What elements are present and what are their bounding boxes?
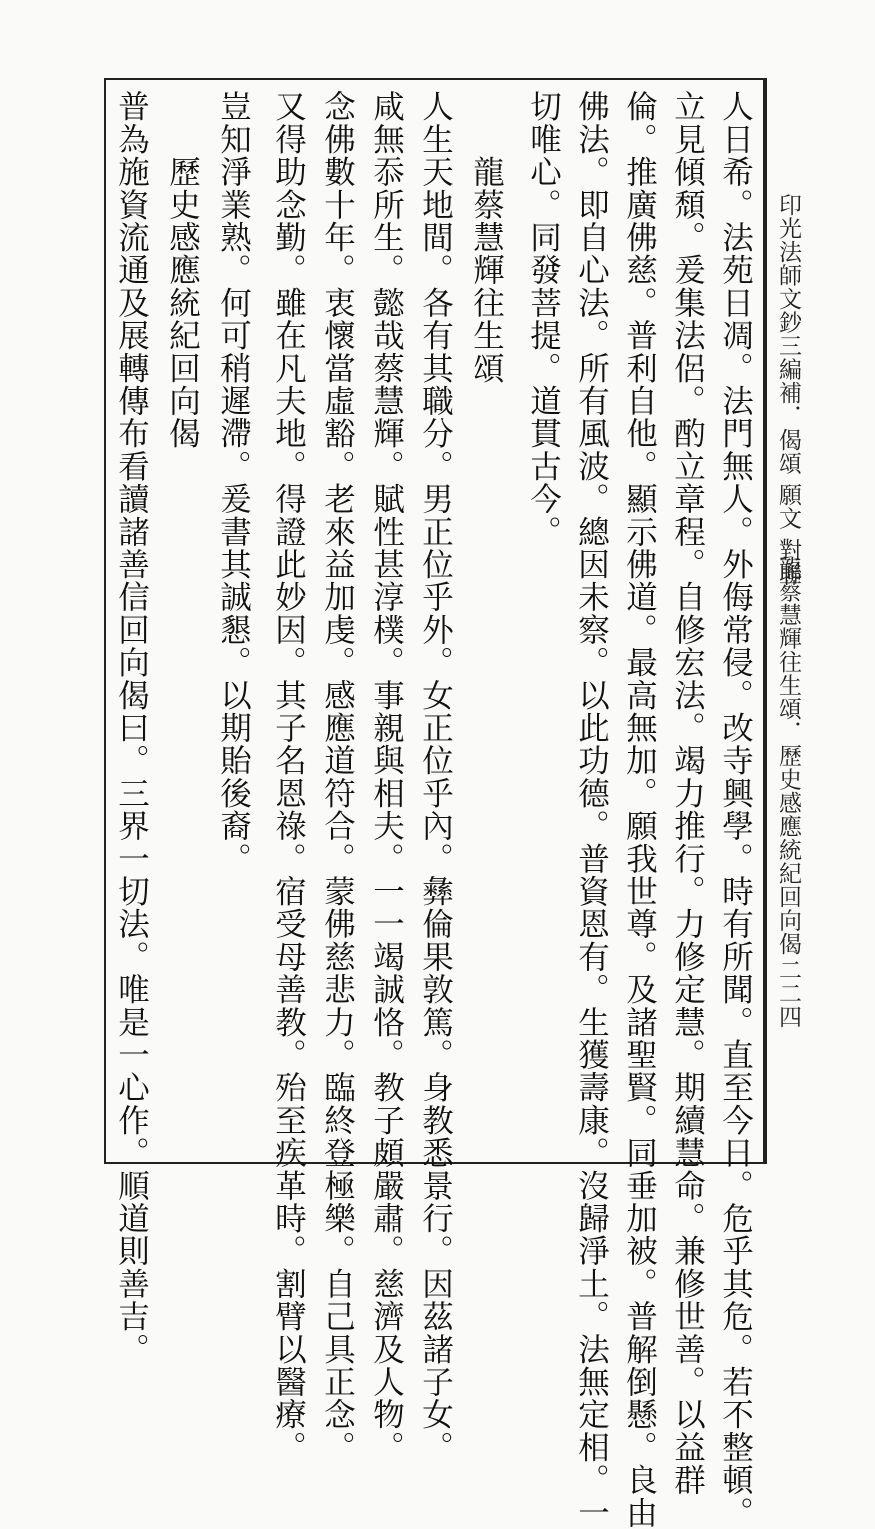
verse-title-1: 龍蔡慧輝往生頌 bbox=[468, 90, 505, 385]
page-number: 二二四 bbox=[775, 958, 801, 1029]
text-column-4: 佛法。即自心法。所有風波。總因未察。以此功德。普資恩有。生獲壽康。沒歸淨土。法無定相。一 bbox=[573, 90, 610, 1529]
text-column-13: 普為施資流通及展轉傳布看讀諸善信回向偈曰。三界一切法。唯是一心作。順道則善吉。 bbox=[113, 90, 150, 1366]
text-column-3: 倫。推廣佛慈。普利自他。顯示佛道。最高無加。願我世尊。及諸聖賢。同垂加被。普解倒懸。良由 bbox=[621, 90, 658, 1529]
verse-title-2: 歷史感應統紀回向偈 bbox=[164, 90, 201, 450]
text-column-7: 人生天地間。各有其職分。男正位乎外。女正位乎內。彝倫果敦篤。身教悉景行。因茲諸子女。 bbox=[417, 90, 454, 1464]
text-column-5: 切唯心。同發菩提。道貫古今。 bbox=[525, 90, 562, 548]
text-column-8: 咸無忝所生。懿哉蔡慧輝。賦性甚淳樸。事親與相夫。一一竭誠恪。教子頗嚴肅。慈濟及人物。 bbox=[368, 90, 405, 1464]
text-column-11: 豈知淨業熟。何可稍遲滯。爰書其誠懇。以期貽後裔。 bbox=[215, 90, 252, 875]
text-column-10: 又得助念勤。雖在凡夫地。得證此妙因。其子名恩祿。宿受母善教。殆至疾革時。割臂以醫療。 bbox=[270, 90, 307, 1464]
section-title: 龍蔡慧輝往生頌．歷史感應統紀回向偈 bbox=[775, 556, 801, 956]
running-title: 印光法師文鈔三編補．偈頌 願文 對聯 bbox=[775, 193, 801, 585]
text-column-2: 立見傾頹。爰集法侶。酌立章程。自修宏法。竭力推行。力修定慧。期續慧命。兼修世善。以益群 bbox=[669, 90, 706, 1497]
text-column-1: 人日希。法苑日凋。法門無人。外侮常侵。改寺興學。時有所聞。直至今日。危乎其危。若不整頓。 bbox=[717, 90, 754, 1529]
text-column-9: 念佛數十年。衷懷當虛豁。老來益加虔。感應道符合。蒙佛慈悲力。臨終登極樂。自己具正念。 bbox=[319, 90, 356, 1464]
header-rule bbox=[765, 78, 767, 1164]
